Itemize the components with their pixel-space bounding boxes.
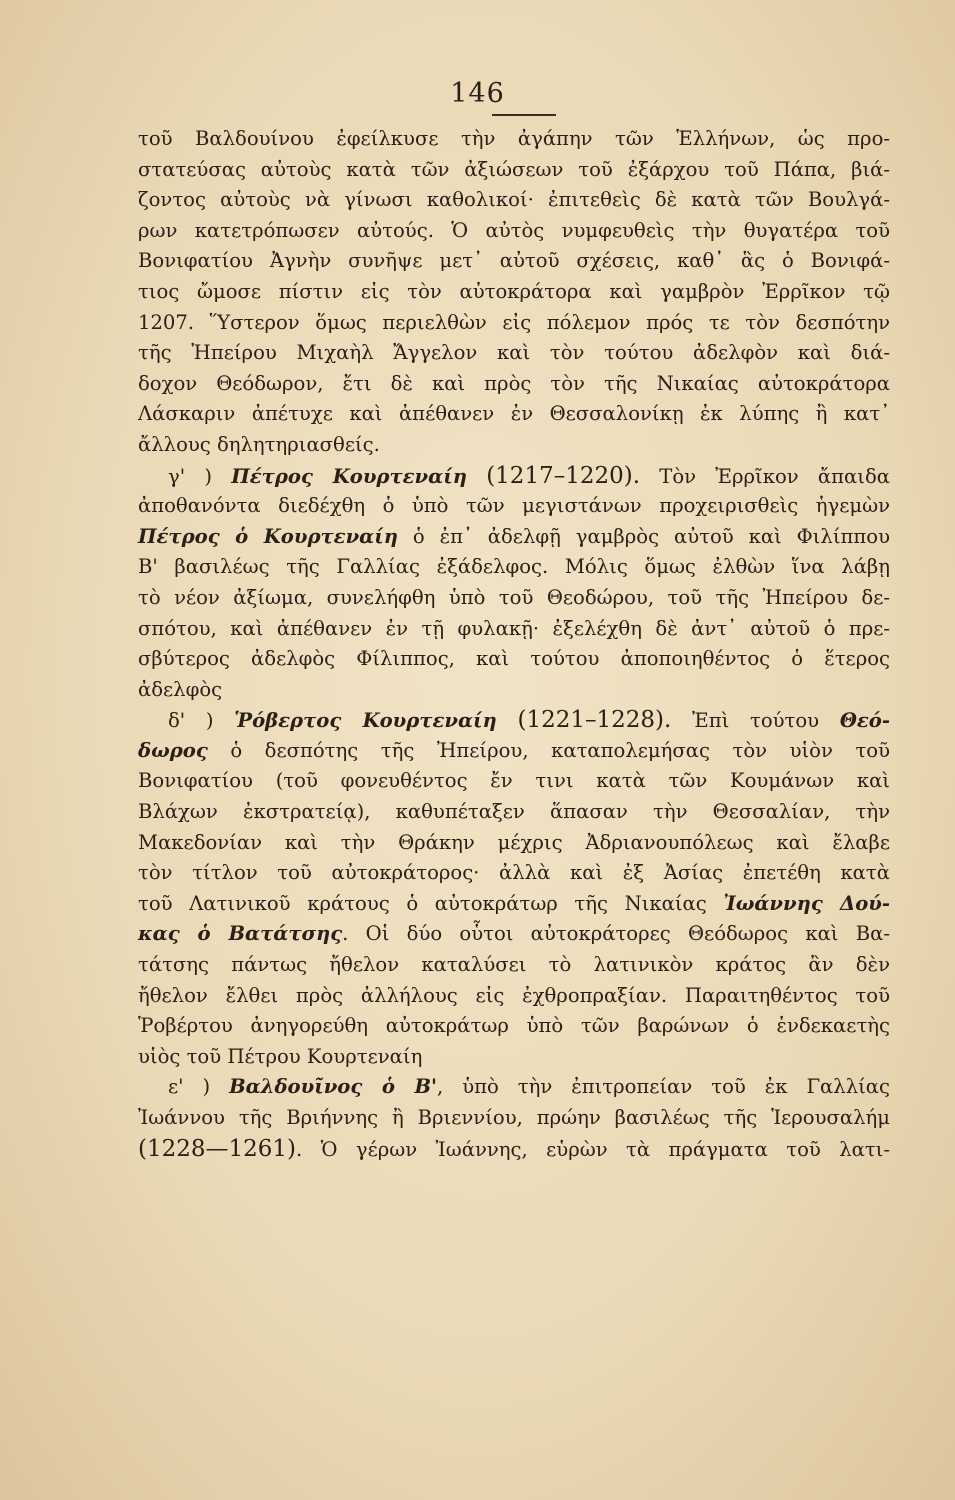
ruler-name: Πέτρος ὁ Κουρτεναίη (138, 524, 398, 548)
section-gamma-heading (138, 461, 890, 492)
text-line: Βλάχων ἐκστρατείᾳ), καθυπέταξεν ἅπασαν τὴν Θεσσαλίαν, τὴν (138, 800, 890, 824)
section-marker: δ' ) (168, 709, 214, 733)
text-line: τὸ νέον ἀξίωμα, συνελήφθη ὑπὸ τοῦ Θεοδώρου, τοῦ τῆς Ἠπείρου δε- (138, 585, 890, 609)
ruler-name: Θεό- (839, 709, 890, 733)
text-line: ἀδελφὸς (138, 677, 223, 701)
ruler-name: Βαλδουῖνος ὁ Β' (229, 1075, 438, 1099)
text-line: ἀποθανόντα διεδέχθη ὁ ὑπὸ τῶν μεγιστάνων προχειρισθεὶς ἡγεμὼν (138, 494, 890, 518)
ruler-name: Ἰωάννης Δού- (723, 891, 890, 915)
text-line: τοῦ Βαλδουίνου ἐφείλκυσε τὴν ἀγάπην τῶν Ἑλλήνων, ὡς προ- (138, 127, 890, 150)
reign-years: (1217–1220). (486, 462, 641, 489)
page-number-underline (492, 114, 556, 116)
text-line: Ῥοβέρτου ἀνηγορεύθη αὐτοκράτωρ ὑπὸ τῶν βαρώνων ὁ ἑνδεκαετὴς (138, 1014, 890, 1038)
ruler-name: Ῥόβερτος Κουρτεναίη (234, 709, 497, 733)
text-line: δοχον Θεόδωρον, ἔτι δὲ καὶ πρὸς τὸν τῆς Νικαίας αὐτοκράτορα (138, 371, 890, 395)
text-fragment: Ἐπὶ τούτου (692, 709, 820, 733)
section-epsilon-heading (138, 1072, 890, 1103)
text-line: Ἰωάννου τῆς Βριήννης ἢ Βριεννίου, πρώην βασιλέως τῆς Ἱερουσαλήμ (138, 1106, 890, 1129)
section-marker: γ' ) (168, 464, 212, 488)
text-line: Βονιφατίου Ἀγνὴν συνῆψε μετ᾽ αὐτοῦ σχέσεις, καθ᾽ ἃς ὁ Βονιφά- (138, 249, 890, 273)
text-line: τάτσης πάντως ἤθελον καταλύσει τὸ λατινικὸν κράτος ἂν δὲν (138, 953, 890, 977)
section-marker: ε' ) (168, 1075, 211, 1099)
text-line: Βονιφατίου (τοῦ φονευθέντος ἔν τινι κατὰ τῶν Κουμάνων καὶ (138, 769, 890, 793)
text-line (138, 1134, 890, 1165)
text-line: Β' βασιλέως τῆς Γαλλίας ἐξάδελφος. Μόλις ὅμως ἐλθὼν ἵνα λάβῃ (138, 555, 890, 579)
text-line: Μακεδονίαν καὶ τὴν Θράκην μέχρις Ἀδριανουπόλεως καὶ ἔλαβε (138, 830, 890, 854)
text-line: τιος ὤμοσε πίστιν εἰς τὸν αὐτοκράτορα καὶ γαμβρὸν Ἐρρῖκον τῷ (138, 279, 890, 303)
ruler-name: δωρος (138, 738, 208, 762)
text-fragment: . Ὁ γέρων Ἰωάννης, εὑρὼν τὰ πράγματα τοῦ λατι- (296, 1137, 890, 1161)
text-line: 1207. Ὕστερον ὅμως περιελθὼν εἰς πόλεμον πρός τε τὸν δεσπότην (138, 310, 890, 334)
reign-years: (1221–1228). (517, 707, 672, 734)
text-line: υἱὸς τοῦ Πέτρου Κουρτεναίη (138, 1044, 423, 1068)
text-line (138, 889, 890, 920)
text-line: Λάσκαριν ἀπέτυχε καὶ ἀπέθανεν ἐν Θεσσαλονίκῃ ἐκ λύπης ἢ κατ᾽ (138, 402, 890, 426)
text-line (138, 736, 890, 767)
text-line: τὸν τίτλον τοῦ αὐτοκράτορος· ἀλλὰ καὶ ἐξ Ἀσίας ἐπετέθη κατὰ (138, 861, 890, 885)
text-line: ρων κατετρόπωσεν αὐτούς. Ὁ αὐτὸς νυμφευθεὶς τὴν θυγατέρα τοῦ (138, 218, 890, 242)
text-fragment: , ὑπὸ τὴν ἐπιτροπείαν τοῦ ἐκ Γαλλίας (437, 1075, 890, 1099)
text-line: σβύτερος ἀδελφὸς Φίλιππος, καὶ τούτου ἀποποιηθέντος ὁ ἕτερος (138, 647, 890, 671)
text-line: τῆς Ἠπείρου Μιχαὴλ Ἄγγελον καὶ τὸν τούτου ἀδελφὸν καὶ διά- (138, 341, 890, 365)
text-fragment: τοῦ Λατινικοῦ κράτους ὁ αὐτοκράτωρ τῆς Νικαίας (138, 891, 707, 915)
text-fragment: . Οἱ δύο οὗτοι αὐτοκράτορες Θεόδωρος καὶ Βα- (342, 922, 890, 946)
text-line (138, 522, 890, 553)
text-line: στατεύσας αὐτοὺς κατὰ τῶν ἀξιώσεων τοῦ ἐξάρχου τοῦ Πάπα, βιά- (138, 157, 890, 181)
text-fragment: ὁ ἐπ᾽ ἀδελφῇ γαμβρὸς αὐτοῦ καὶ Φιλίππου (412, 524, 890, 548)
text-line: ἤθελον ἔλθει πρὸς ἀλλήλους εἰς ἐχθροπραξίαν. Παραιτηθέντος τοῦ (138, 983, 890, 1007)
text-line: ζοντος αὐτοὺς νὰ γίνωσι καθολικοί· ἐπιτεθεὶς δὲ κατὰ τῶν Βουλγά- (138, 188, 890, 212)
text-line (138, 919, 890, 950)
text-fragment: ὁ δεσπότης τῆς Ἠπείρου, καταπολεμήσας τὸν υἱὸν τοῦ (230, 738, 890, 762)
ruler-name: Πέτρος Κουρτεναίη (231, 464, 467, 488)
page-number: 146 (450, 78, 505, 109)
section-delta-heading (138, 705, 890, 736)
text-fragment: Τὸν Ἐρρῖκον ἄπαιδα (659, 464, 890, 488)
ruler-name: κας ὁ Βατάτσης (138, 922, 343, 946)
text-line: ἄλλους δηλητηριασθείς. (138, 432, 380, 456)
text-line: σπότου, καὶ ἀπέθανεν ἐν τῇ φυλακῇ· ἐξελέχθη δὲ ἀντ᾽ αὐτοῦ ὁ πρε- (138, 616, 890, 640)
reign-years: (1228—1261) (138, 1135, 297, 1162)
body-text (138, 124, 890, 1164)
